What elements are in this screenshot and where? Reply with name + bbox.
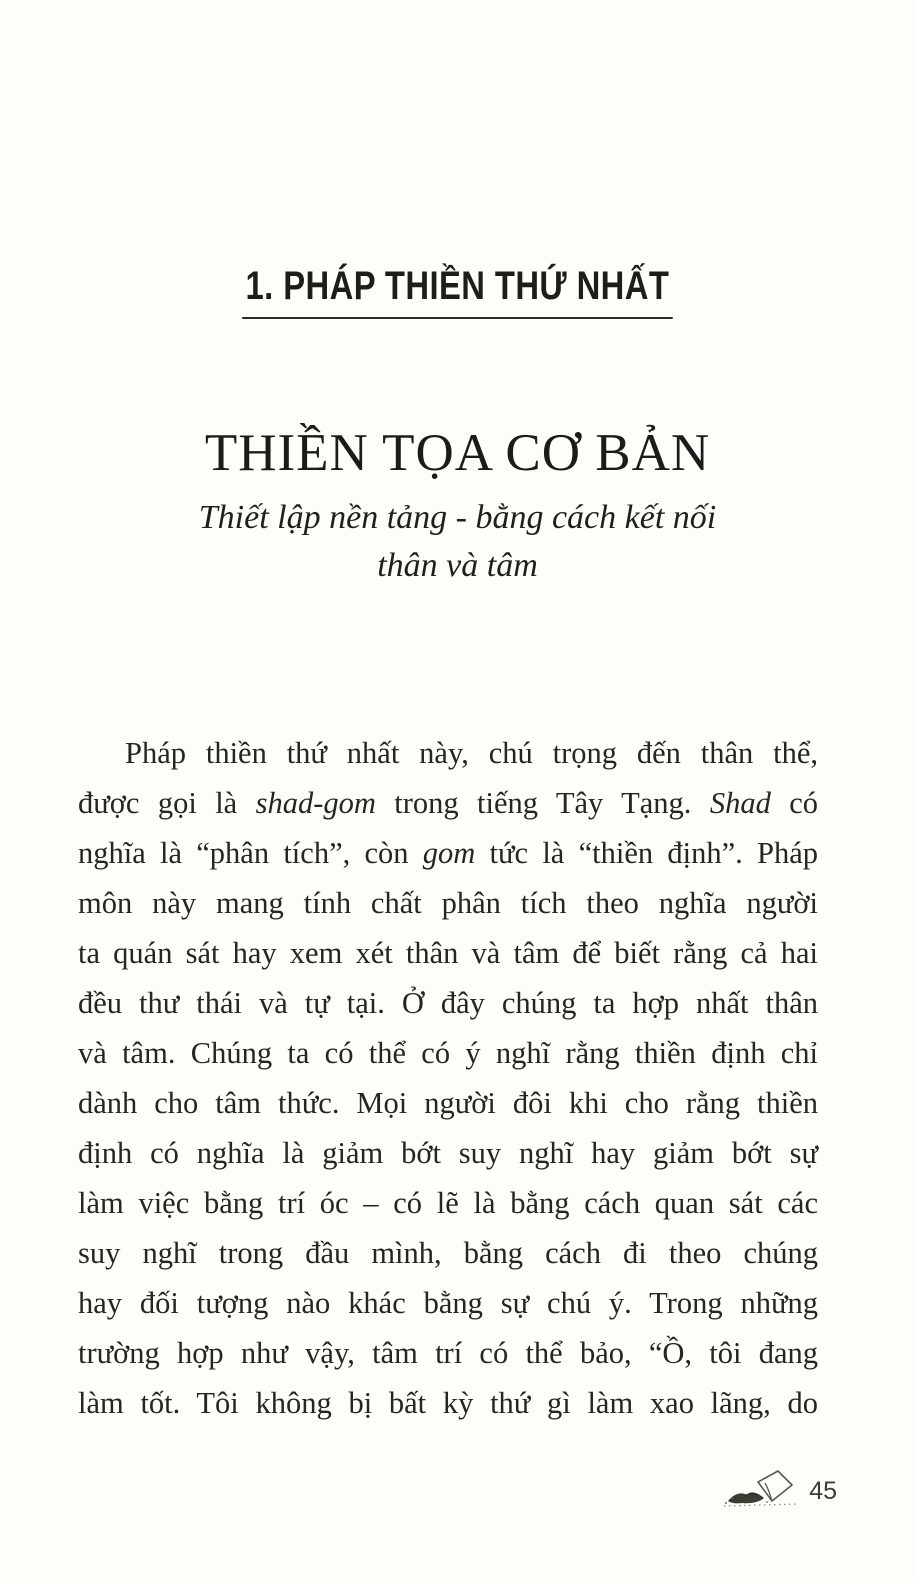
- text-line: [78, 1028, 818, 1078]
- text-run: làm việc bằng trí óc – có lẽ là bằng cách quan sát các: [78, 1186, 818, 1220]
- text-line: [78, 978, 818, 1028]
- text-line: [78, 1078, 818, 1128]
- text-run: được gọi là: [78, 786, 256, 820]
- text-run: nghĩa là “phân tích”, còn: [78, 836, 423, 870]
- text-line: [78, 728, 818, 778]
- subtitle-line-2: thân và tâm: [377, 547, 538, 584]
- body-paragraph: [78, 728, 818, 1428]
- text-run: tức là “thiền định”. Pháp: [475, 836, 818, 870]
- text-line: [78, 1378, 818, 1428]
- text-run: và tâm. Chúng ta có thể có ý nghĩ rằng thiền định chỉ: [78, 1036, 818, 1070]
- text-line: [78, 778, 818, 828]
- text-line: [78, 1278, 818, 1328]
- text-run: môn này mang tính chất phân tích theo nghĩa người: [78, 886, 818, 920]
- text-run: suy nghĩ trong đầu mình, bằng cách đi theo chúng: [78, 1236, 818, 1270]
- text-run: đều thư thái và tự tại. Ở đây chúng ta hợp nhất thân: [78, 986, 818, 1020]
- text-run: trường hợp như vậy, tâm trí có thể bảo, “Ồ, tôi đang: [78, 1336, 818, 1370]
- ink-sketch-ornament-icon: [720, 1468, 802, 1510]
- italic-term: gom: [422, 836, 476, 870]
- text-run: dành cho tâm thức. Mọi người đôi khi cho rằng thiền: [78, 1086, 818, 1120]
- text-run: ta quán sát hay xem xét thân và tâm để biết rằng cả hai: [78, 936, 818, 970]
- page-footer: [720, 1468, 837, 1510]
- text-line: [78, 928, 818, 978]
- text-line: [78, 878, 818, 928]
- text-line: [78, 1128, 818, 1178]
- page-title: THIỀN TỌA CƠ BẢN: [204, 424, 711, 482]
- subtitle: [0, 494, 915, 590]
- text-run: hay đối tượng nào khác bằng sự chú ý. Trong những: [78, 1286, 818, 1320]
- text-line: [78, 1228, 818, 1278]
- italic-term: shad-gom: [255, 786, 376, 820]
- text-run: trong tiếng Tây Tạng.: [375, 786, 710, 820]
- page-number: 45: [809, 1477, 837, 1505]
- text-run: định có nghĩa là giảm bớt suy nghĩ hay giảm bớt sự: [78, 1136, 818, 1170]
- text-run: làm tốt. Tôi không bị bất kỳ thứ gì làm xao lãng, do: [78, 1386, 818, 1420]
- text-line: [78, 1328, 818, 1378]
- chapter-heading: [0, 266, 915, 319]
- text-line: [78, 828, 818, 878]
- italic-term: Shad: [709, 786, 771, 820]
- chapter-heading-text: 1. PHÁP THIỀN THỨ NHẤT: [242, 266, 672, 319]
- text-line: [78, 1178, 818, 1228]
- text-run: Pháp thiền thứ nhất này, chú trọng đến thân thể,: [125, 736, 818, 770]
- subtitle-line-1: Thiết lập nền tảng - bằng cách kết nối: [198, 499, 717, 536]
- text-run: có: [770, 786, 818, 820]
